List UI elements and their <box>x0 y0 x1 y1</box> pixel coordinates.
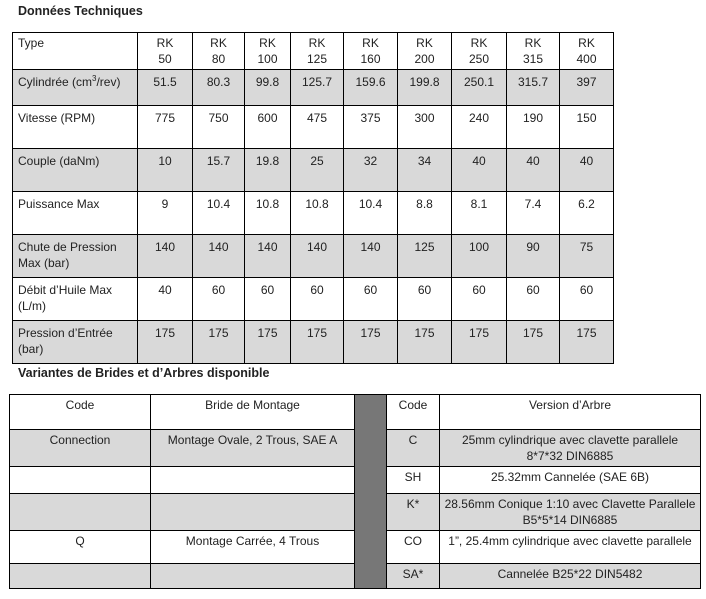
table-cell: 1”, 25.4mm cylindrique avec clavette parallele <box>440 531 701 564</box>
table-cell: 8.1 <box>452 192 507 235</box>
table-cell <box>10 494 151 531</box>
table-cell <box>10 564 151 589</box>
row-label: Puissance Max <box>13 192 138 235</box>
table-cell: 25mm cylindrique avec clavette parallele 8*7*32 DIN6885 <box>440 430 701 467</box>
table-cell: 159.6 <box>344 70 398 106</box>
row-label: Chute de Pression Max (bar) <box>13 235 138 278</box>
table-cell: 8.8 <box>398 192 452 235</box>
table-header-row <box>10 395 701 430</box>
variants-section-title: Variantes de Brides et d’Arbres disponible <box>18 366 270 380</box>
table-row <box>13 70 614 106</box>
table-cell: 99.8 <box>245 70 291 106</box>
technical-data-table <box>12 32 614 364</box>
model-header: RK 400 <box>560 33 614 70</box>
table-row <box>13 321 614 364</box>
table-cell: 10.8 <box>291 192 344 235</box>
table-cell <box>151 467 355 494</box>
table-cell <box>10 467 151 494</box>
table-cell: 60 <box>193 278 245 321</box>
table-cell: Montage Carrée, 4 Trous <box>151 531 355 564</box>
table-cell: 750 <box>193 106 245 149</box>
table-cell: 60 <box>560 278 614 321</box>
table-cell: C <box>387 430 440 467</box>
code-header: Code <box>10 395 151 430</box>
model-header: RK 250 <box>452 33 507 70</box>
table-cell: SH <box>387 467 440 494</box>
table-cell: 315.7 <box>507 70 560 106</box>
table-cell: 150 <box>560 106 614 149</box>
table-cell: SA* <box>387 564 440 589</box>
type-header: Type <box>13 33 138 70</box>
code2-header: Code <box>387 395 440 430</box>
table-header-row <box>13 33 614 70</box>
tech-section-title: Données Techniques <box>18 4 143 18</box>
table-cell: 40 <box>452 149 507 192</box>
variants-table <box>9 394 701 589</box>
table-cell: 34 <box>398 149 452 192</box>
model-header: RK 160 <box>344 33 398 70</box>
table-cell: 175 <box>138 321 193 364</box>
table-cell: 175 <box>344 321 398 364</box>
table-cell: 6.2 <box>560 192 614 235</box>
model-header: RK 315 <box>507 33 560 70</box>
table-cell: 775 <box>138 106 193 149</box>
table-cell: 175 <box>291 321 344 364</box>
model-header: RK 200 <box>398 33 452 70</box>
table-cell: 600 <box>245 106 291 149</box>
table-row <box>13 235 614 278</box>
table-cell: 60 <box>398 278 452 321</box>
table-cell: Q <box>10 531 151 564</box>
table-cell: 32 <box>344 149 398 192</box>
table-cell: 175 <box>193 321 245 364</box>
model-header: RK 50 <box>138 33 193 70</box>
table-row <box>13 192 614 235</box>
arbre-header: Version d’Arbre <box>440 395 701 430</box>
table-cell: 175 <box>560 321 614 364</box>
table-cell: 10 <box>138 149 193 192</box>
table-cell: CO <box>387 531 440 564</box>
table-cell: 397 <box>560 70 614 106</box>
table-cell <box>151 494 355 531</box>
table-cell: 40 <box>138 278 193 321</box>
table-cell: 10.8 <box>245 192 291 235</box>
table-cell: 15.7 <box>193 149 245 192</box>
table-cell: 25 <box>291 149 344 192</box>
model-header: RK 125 <box>291 33 344 70</box>
table-cell: 175 <box>452 321 507 364</box>
table-cell: 40 <box>560 149 614 192</box>
model-header: RK 100 <box>245 33 291 70</box>
table-cell: 80.3 <box>193 70 245 106</box>
table-cell: 199.8 <box>398 70 452 106</box>
table-cell: 28.56mm Conique 1:10 avec Clavette Parallele B5*5*14 DIN6885 <box>440 494 701 531</box>
table-cell: 75 <box>560 235 614 278</box>
table-cell: 25.32mm Cannelée (SAE 6B) <box>440 467 701 494</box>
table-cell: 300 <box>398 106 452 149</box>
table-cell: 140 <box>245 235 291 278</box>
table-cell: 60 <box>344 278 398 321</box>
row-label: Vitesse (RPM) <box>13 106 138 149</box>
table-cell: K* <box>387 494 440 531</box>
column-separator <box>355 395 387 589</box>
table-cell: 250.1 <box>452 70 507 106</box>
table-cell: 19.8 <box>245 149 291 192</box>
table-row <box>13 149 614 192</box>
table-cell: 7.4 <box>507 192 560 235</box>
table-cell: 175 <box>398 321 452 364</box>
table-cell: 60 <box>245 278 291 321</box>
table-cell: 125.7 <box>291 70 344 106</box>
table-cell: 100 <box>452 235 507 278</box>
table-cell: Connection <box>10 430 151 467</box>
table-cell: Montage Ovale, 2 Trous, SAE A <box>151 430 355 467</box>
table-cell: 140 <box>138 235 193 278</box>
table-cell: 375 <box>344 106 398 149</box>
table-cell: 51.5 <box>138 70 193 106</box>
table-cell: 60 <box>291 278 344 321</box>
table-cell: 475 <box>291 106 344 149</box>
table-cell: 10.4 <box>344 192 398 235</box>
row-label: Débit d’Huile Max (L/m) <box>13 278 138 321</box>
table-row <box>13 278 614 321</box>
table-row <box>13 106 614 149</box>
row-label: Couple (daNm) <box>13 149 138 192</box>
table-cell: 175 <box>507 321 560 364</box>
table-cell <box>151 564 355 589</box>
table-cell: 140 <box>193 235 245 278</box>
table-cell: 10.4 <box>193 192 245 235</box>
table-cell: 90 <box>507 235 560 278</box>
table-cell: 9 <box>138 192 193 235</box>
table-cell: Cannelée B25*22 DIN5482 <box>440 564 701 589</box>
table-cell: 190 <box>507 106 560 149</box>
model-header: RK 80 <box>193 33 245 70</box>
table-cell: 175 <box>245 321 291 364</box>
table-cell: 140 <box>344 235 398 278</box>
table-cell: 140 <box>291 235 344 278</box>
row-label: Cylindrée $(cm^3/rev)$ <box>13 70 138 106</box>
table-cell: 240 <box>452 106 507 149</box>
bride-header: Bride de Montage <box>151 395 355 430</box>
table-cell: 125 <box>398 235 452 278</box>
row-label: Pression d’Entrée (bar) <box>13 321 138 364</box>
table-cell: 60 <box>507 278 560 321</box>
table-cell: 40 <box>507 149 560 192</box>
table-cell: 60 <box>452 278 507 321</box>
